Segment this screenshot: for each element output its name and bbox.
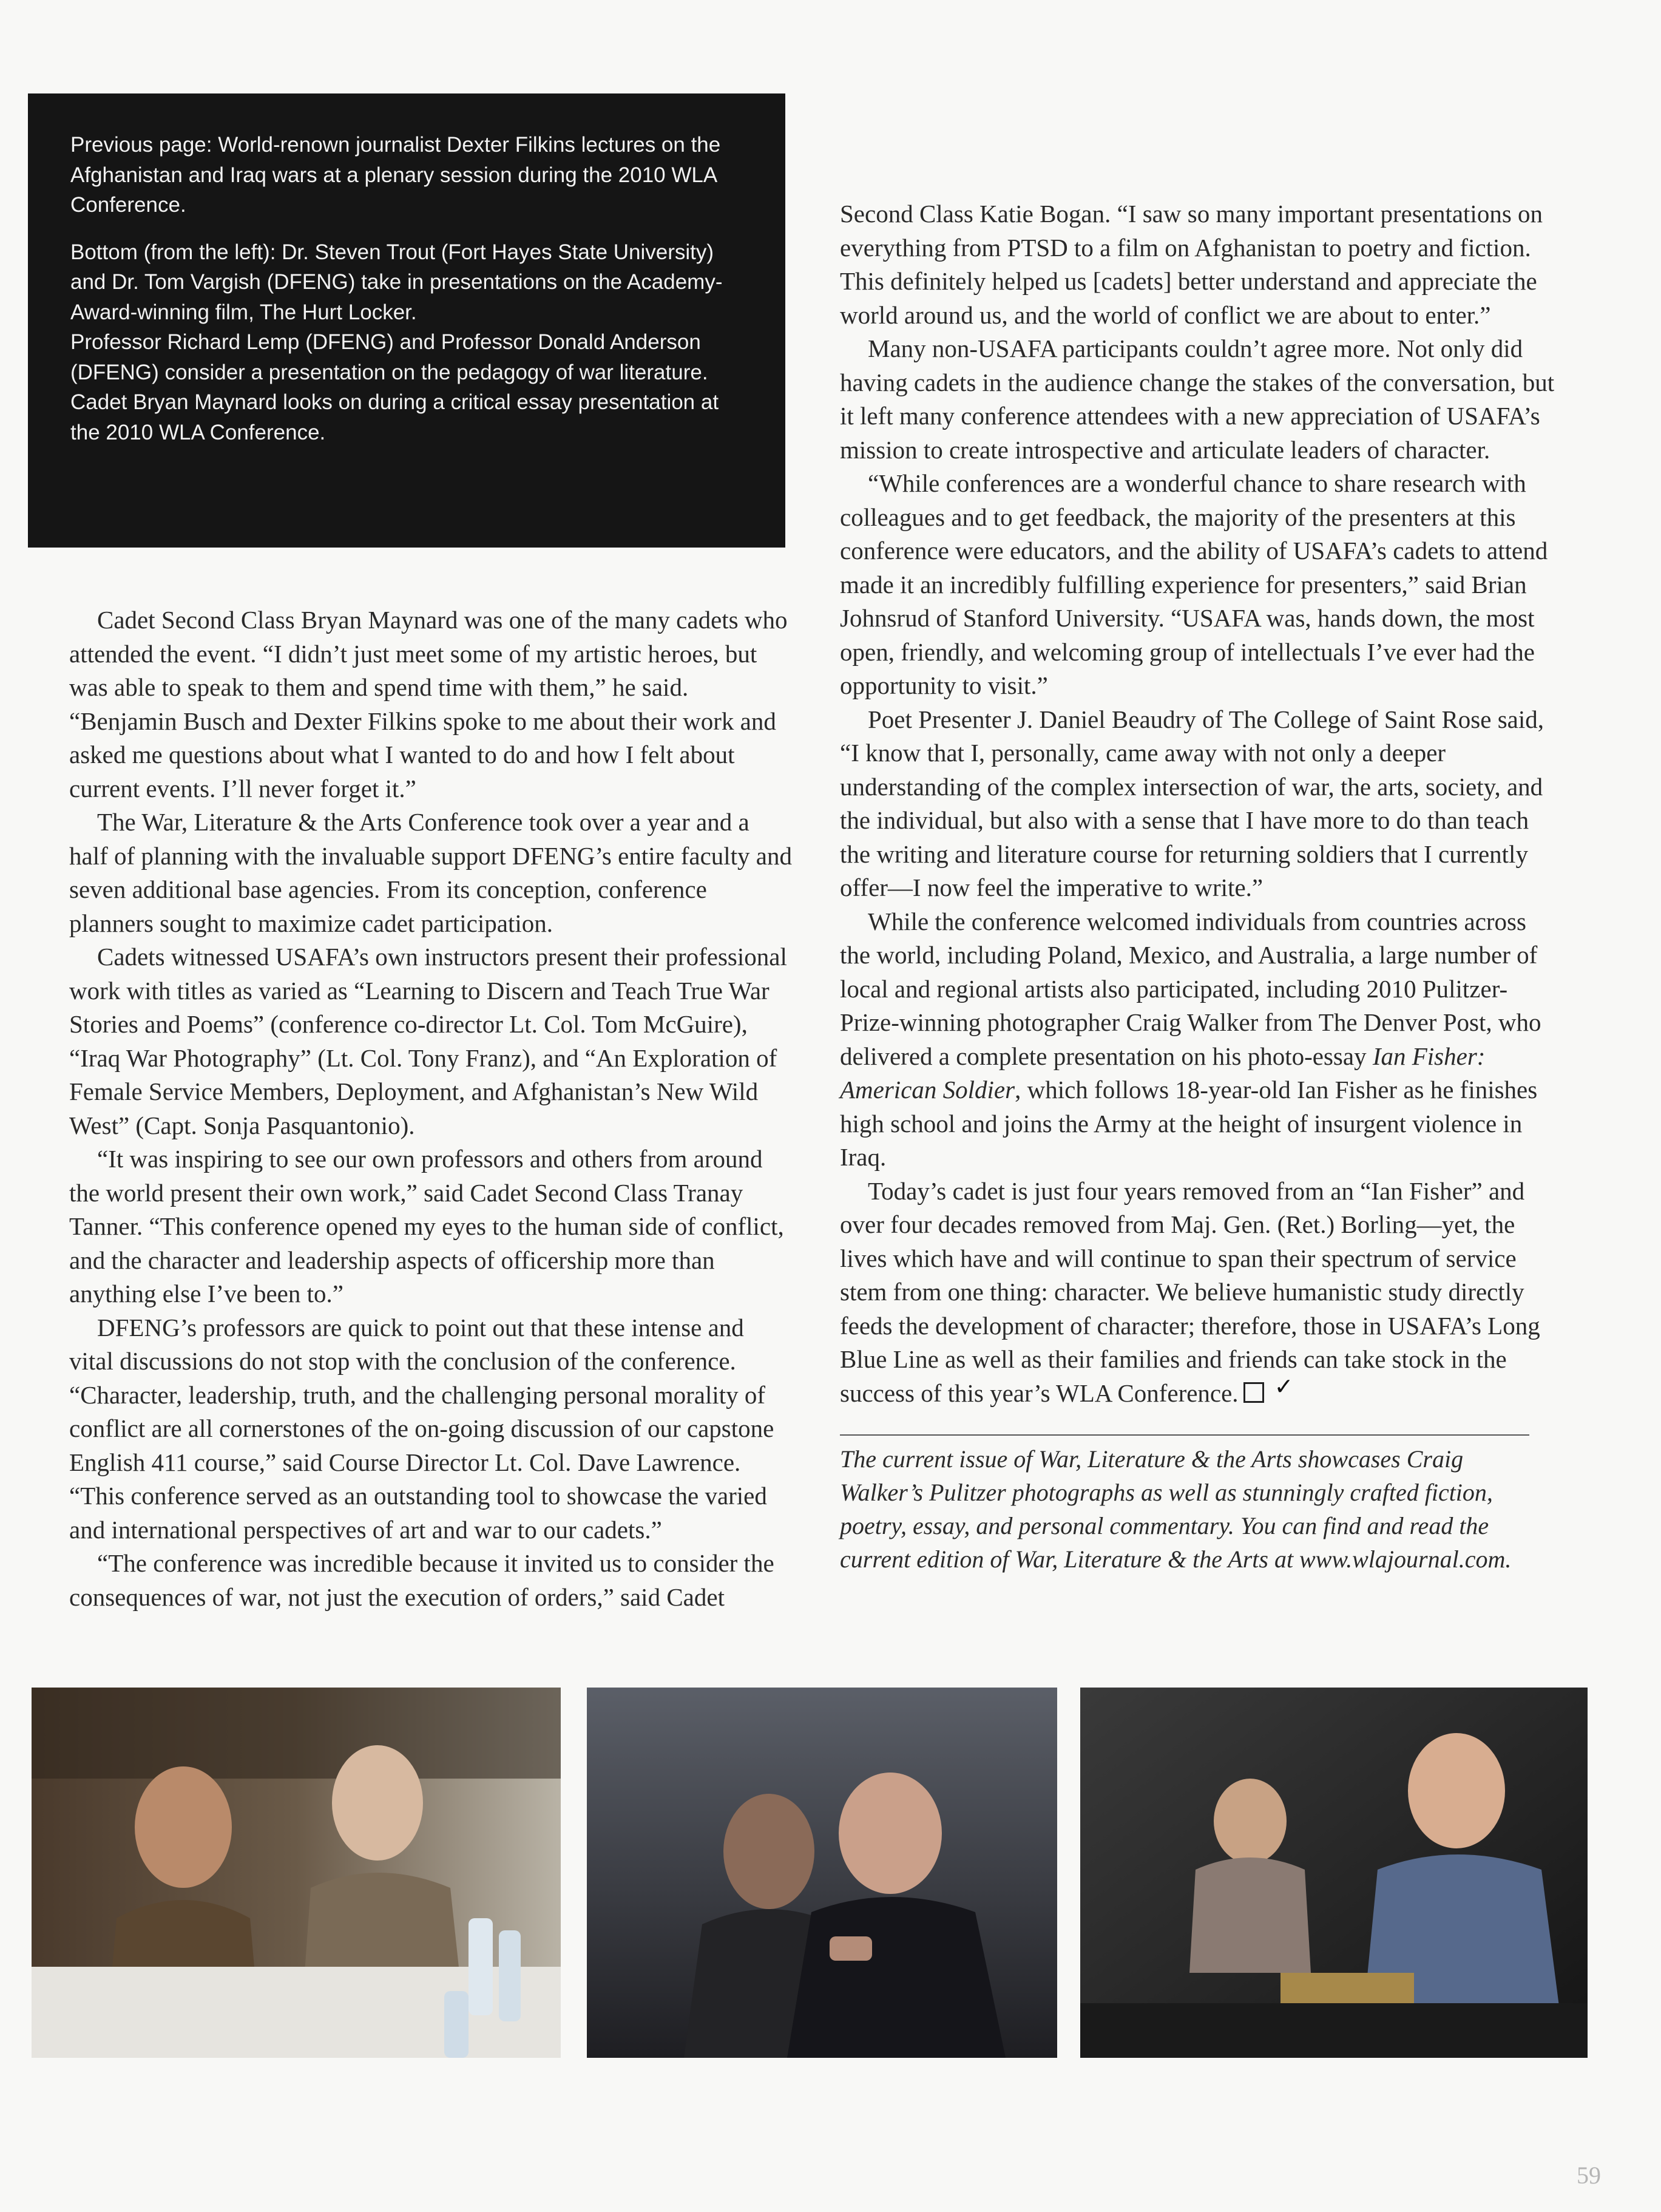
caption-bottom-1: Bottom (from the left): Dr. Steven Trout (Fort Hayes State University) and Dr. Tom Vargish (DFENG) take in presentations on the Academy-Award-winning film, The Hurt Locker. — [70, 240, 723, 324]
paragraph-text: , which follows 18-year-old Ian Fisher as he finishes high school and joins the Army at the height of insurgent violence in Iraq. — [840, 1076, 1538, 1171]
paragraph: DFENG’s professors are quick to point out that these intense and vital discussions do not stop with the conclusion of the conference. “Character, leadership, truth, and the challenging personal morality of conflict are all cornerstones of the on-going discussion of our capstone English 411 course,” said Course Director Lt. Col. Dave Lawrence. “This conference served as an outstanding tool to showcase the varied and international perspectives of art and war to our cadets.” — [69, 1313, 774, 1544]
checkmark-icon — [1243, 1382, 1264, 1403]
paragraph: Poet Presenter J. Daniel Beaudry of The College of Saint Rose said, “I know that I, personally, came away with not only a deeper understanding of the complex intersection of war, the arts, society, and the individual, but also with a sense that I have more to do than teach the writing and literature course for returning soldiers that I currently offer—I now feel the imperative to write.” — [840, 705, 1544, 901]
photo-cadet-maynard — [1080, 1688, 1588, 2058]
paragraph: Cadets witnessed USAFA’s own instructors present their professional work with titles as varied as “Learning to Discern and Teach True War Stories and Poems” (conference co-director Lt. Col. Tom McGuire), “Iraq War Photography” (Lt. Col. Tony Franz), and “An Exploration of Female Service Members, Deployment, and Afghanistan’s New Wild West” (Capt. Sonja Pasquantonio). — [69, 943, 787, 1139]
paragraph: The War, Literature & the Arts Conference took over a year and a half of planning with the invaluable support DFENG’s entire faculty and seven additional base agencies. From its conception, conference planners sought to maximize cadet participation. — [69, 808, 793, 937]
paragraph: Many non-USAFA participants couldn’t agree more. Not only did having cadets in the audience change the stakes of the conversation, but it left many conference attendees with a new appreciation of USAFA’s mission to create introspective and articulate leaders of character. — [840, 334, 1555, 464]
paragraph-text: Today’s cadet is just four years removed from an “Ian Fisher” and over four decades removed from Maj. Gen. (Ret.) Borling—yet, the lives which have and will continue to span their spectrum of service stem from one thing: character. We believe humanistic study directly feeds the development of character; therefore, those in USAFA’s Long Blue Line as well as their families and friends can take stock in the success of this year’s WLA Conference. — [840, 1176, 1540, 1407]
caption-previous-page: Previous page: World-renown journalist Dexter Filkins lectures on the Afghanistan and Iraq wars at a plenary session during the 2010 WLA Conference. — [70, 133, 721, 217]
paragraph-continuation: Second Class Katie Bogan. “I saw so many important presentations on everything from PTSD to a film on Afghanistan to poetry and fiction. This definitely helped us [cadets] better understand and appreciate the world around us, and the world of conflict we are about to enter.” — [840, 200, 1543, 329]
journal-note: The current issue of War, Literature & the Arts showcases Craig Walker’s Pulitzer photographs as well as stunningly crafted fiction, poetry, essay, and personal commentary. You can find and read the current edition of War, Literature & the Arts at www.wlajournal.com. — [840, 1445, 1512, 1573]
page-number: 59 — [1577, 2162, 1601, 2189]
article-column-left — [69, 603, 793, 1614]
caption-bottom-2: Professor Richard Lemp (DFENG) and Professor Donald Anderson (DFENG) consider a presentation on the pedagogy of war literature. — [70, 330, 708, 384]
article-column-right — [840, 197, 1556, 1410]
paragraph: “While conferences are a wonderful chance to share research with colleagues and to get feedback, the majority of the presenters at this conference were educators, and the ability of USAFA’s cadets to attend made it an incredibly fulfilling experience for presenters,” said Brian Johnsrud of Stanford University. “USAFA was, hands down, the most open, friendly, and welcoming group of intellectuals I’ve ever had the opportunity to visit.” — [840, 469, 1548, 699]
photo-trout-vargish — [32, 1688, 561, 2058]
paragraph: “The conference was incredible because it invited us to consider the consequences of war, not just the execution of orders,” said Cadet — [69, 1549, 774, 1611]
paragraph-text: While the conference welcomed individuals from countries across the world, including Poland, Mexico, and Australia, a large number of local and regional artists also participated, including 2010 Pulitzer-Prize-winning photographer Craig Walker from The Denver Post, who delivered a complete presentation on his photo-essay — [840, 907, 1541, 1070]
closing-paragraph — [840, 1175, 1556, 1411]
photo-lemp-anderson — [587, 1688, 1057, 2058]
note-divider — [840, 1434, 1529, 1436]
paragraph: Cadet Second Class Bryan Maynard was one of the many cadets who attended the event. “I didn’t just meet some of my artistic heroes, but was able to speak to them and spend time with them,” he said. “Benjamin Busch and Dexter Filkins spoke to me about their work and asked me questions about what I wanted to do and how I felt about current events. I’ll never forget it.” — [69, 606, 788, 802]
paragraph: “It was inspiring to see our own professors and others from around the world present their own work,” said Cadet Second Class Tranay Tanner. “This conference opened my eyes to the human side of conflict, and the character and leadership aspects of officership more than anything else I’ve been to.” — [69, 1145, 784, 1308]
photo-caption-box — [28, 93, 785, 548]
paragraph — [840, 905, 1556, 1175]
photo-essay-title: Ian Fisher: American Soldier — [840, 1042, 1486, 1104]
caption-bottom-3: Cadet Bryan Maynard looks on during a critical essay presentation at the 2010 WLA Conference. — [70, 390, 719, 444]
